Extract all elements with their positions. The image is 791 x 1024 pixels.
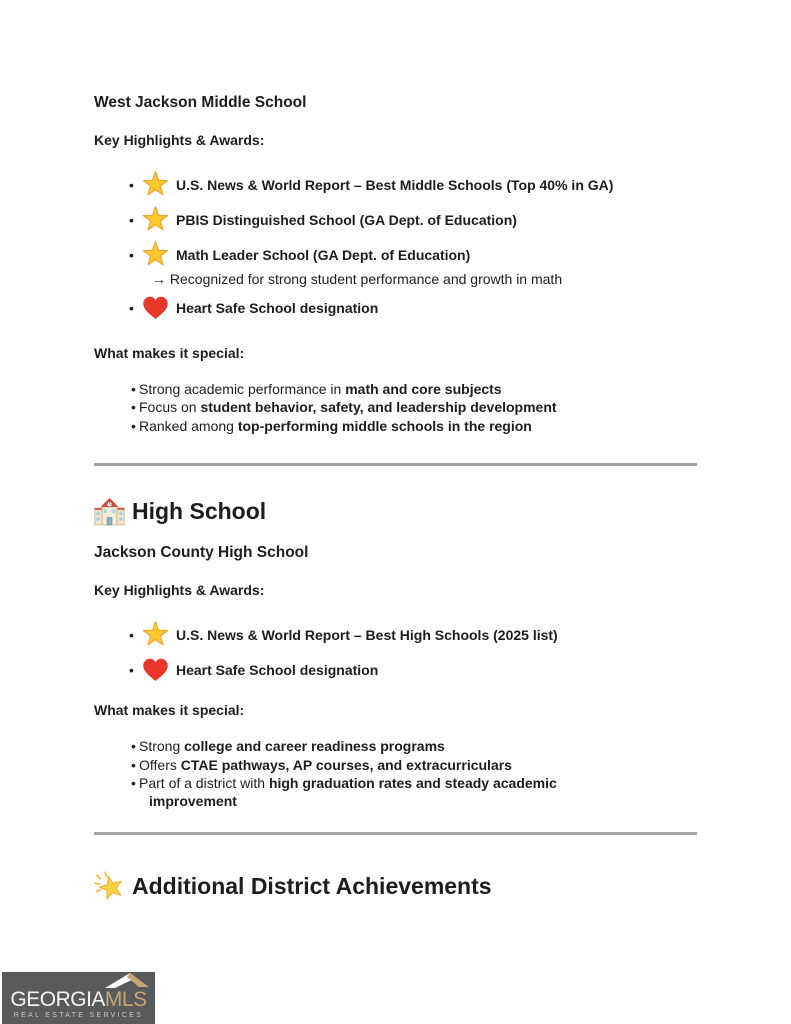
- logo-brand-primary: GEORGIA: [10, 988, 105, 1011]
- bullet-dot: [129, 212, 139, 228]
- award-text: U.S. News & World Report – Best High Schools (2025 list): [176, 626, 558, 643]
- award-text: Math Leader School (GA Dept. of Education): [176, 246, 471, 263]
- award-item: [129, 237, 697, 288]
- award-text: Heart Safe School designation: [176, 661, 379, 678]
- middle-school-special-heading: What makes it special:: [94, 345, 245, 361]
- star-icon: [141, 170, 170, 199]
- bullet-dot: [131, 380, 139, 398]
- roof-icon: [103, 973, 149, 988]
- bullet-dot: [129, 627, 139, 643]
- list-item-text: Part of a district with high graduation rates and steady academic improvement: [139, 775, 557, 810]
- star-icon: [141, 205, 170, 234]
- award-item: [129, 652, 697, 687]
- logo-tagline: REAL ESTATE SERVICES: [13, 1012, 144, 1019]
- award-note: → Recognized for strong student performance and growth in math: [152, 271, 563, 287]
- section-divider: [94, 463, 697, 466]
- high-school-award-list: [129, 617, 697, 687]
- middle-school-special-list: [131, 380, 697, 435]
- award-item: [129, 617, 697, 652]
- heart-icon: [141, 293, 170, 322]
- heart-icon: [141, 655, 170, 684]
- list-item-text: Strong college and career readiness programs: [139, 738, 445, 755]
- middle-school-name: West Jackson Middle School: [94, 94, 307, 111]
- list-item: [131, 774, 697, 811]
- bullet-dot: [129, 300, 139, 316]
- list-item: [131, 756, 697, 774]
- bullet-dot: [131, 398, 139, 416]
- sparkle-icon: [94, 871, 125, 901]
- award-item: [129, 290, 697, 325]
- list-item: [131, 398, 697, 416]
- list-item: [131, 380, 697, 398]
- bullet-dot: [131, 417, 139, 435]
- section-title: High School: [132, 498, 267, 525]
- list-item: [131, 417, 697, 435]
- school-icon: [94, 496, 125, 526]
- section-title: Additional District Achievements: [132, 872, 492, 899]
- star-icon: [141, 620, 170, 649]
- bullet-dot: [131, 756, 139, 774]
- high-school-name: Jackson County High School: [94, 544, 309, 562]
- high-school-special-heading: What makes it special:: [94, 702, 245, 719]
- list-item-text: Focus on student behavior, safety, and leadership development: [139, 399, 557, 416]
- additional-achievements-heading: [94, 871, 697, 901]
- award-text: U.S. News & World Report – Best Middle Schools (Top 40% in GA): [176, 176, 614, 193]
- list-item-text: Ranked among top-performing middle schools in the region: [139, 417, 532, 434]
- list-item: [131, 737, 697, 755]
- list-item-text: Offers CTAE pathways, AP courses, and extracurriculars: [139, 756, 512, 773]
- bullet-dot: [129, 177, 139, 193]
- middle-school-awards-heading: Key Highlights & Awards:: [94, 132, 265, 148]
- bullet-dot: [129, 662, 139, 678]
- logo-brand: [10, 990, 146, 1010]
- bullet-dot: [131, 737, 139, 755]
- logo-brand-accent: MLS: [104, 988, 147, 1011]
- high-school-section-heading: [94, 496, 697, 526]
- award-item: [129, 202, 697, 237]
- list-item-text: Strong academic performance in math and core subjects: [139, 381, 502, 397]
- star-icon: [141, 240, 170, 269]
- section-divider: [94, 832, 697, 835]
- award-text: Heart Safe School designation: [176, 299, 379, 316]
- georgia-mls-logo: [2, 972, 155, 1024]
- high-school-special-list: [131, 737, 697, 811]
- bullet-dot: [129, 247, 139, 263]
- high-school-awards-heading: Key Highlights & Awards:: [94, 582, 265, 599]
- award-item: [129, 167, 697, 202]
- middle-school-award-list: [129, 167, 697, 325]
- award-text: PBIS Distinguished School (GA Dept. of Education): [176, 211, 517, 228]
- bullet-dot: [131, 774, 139, 811]
